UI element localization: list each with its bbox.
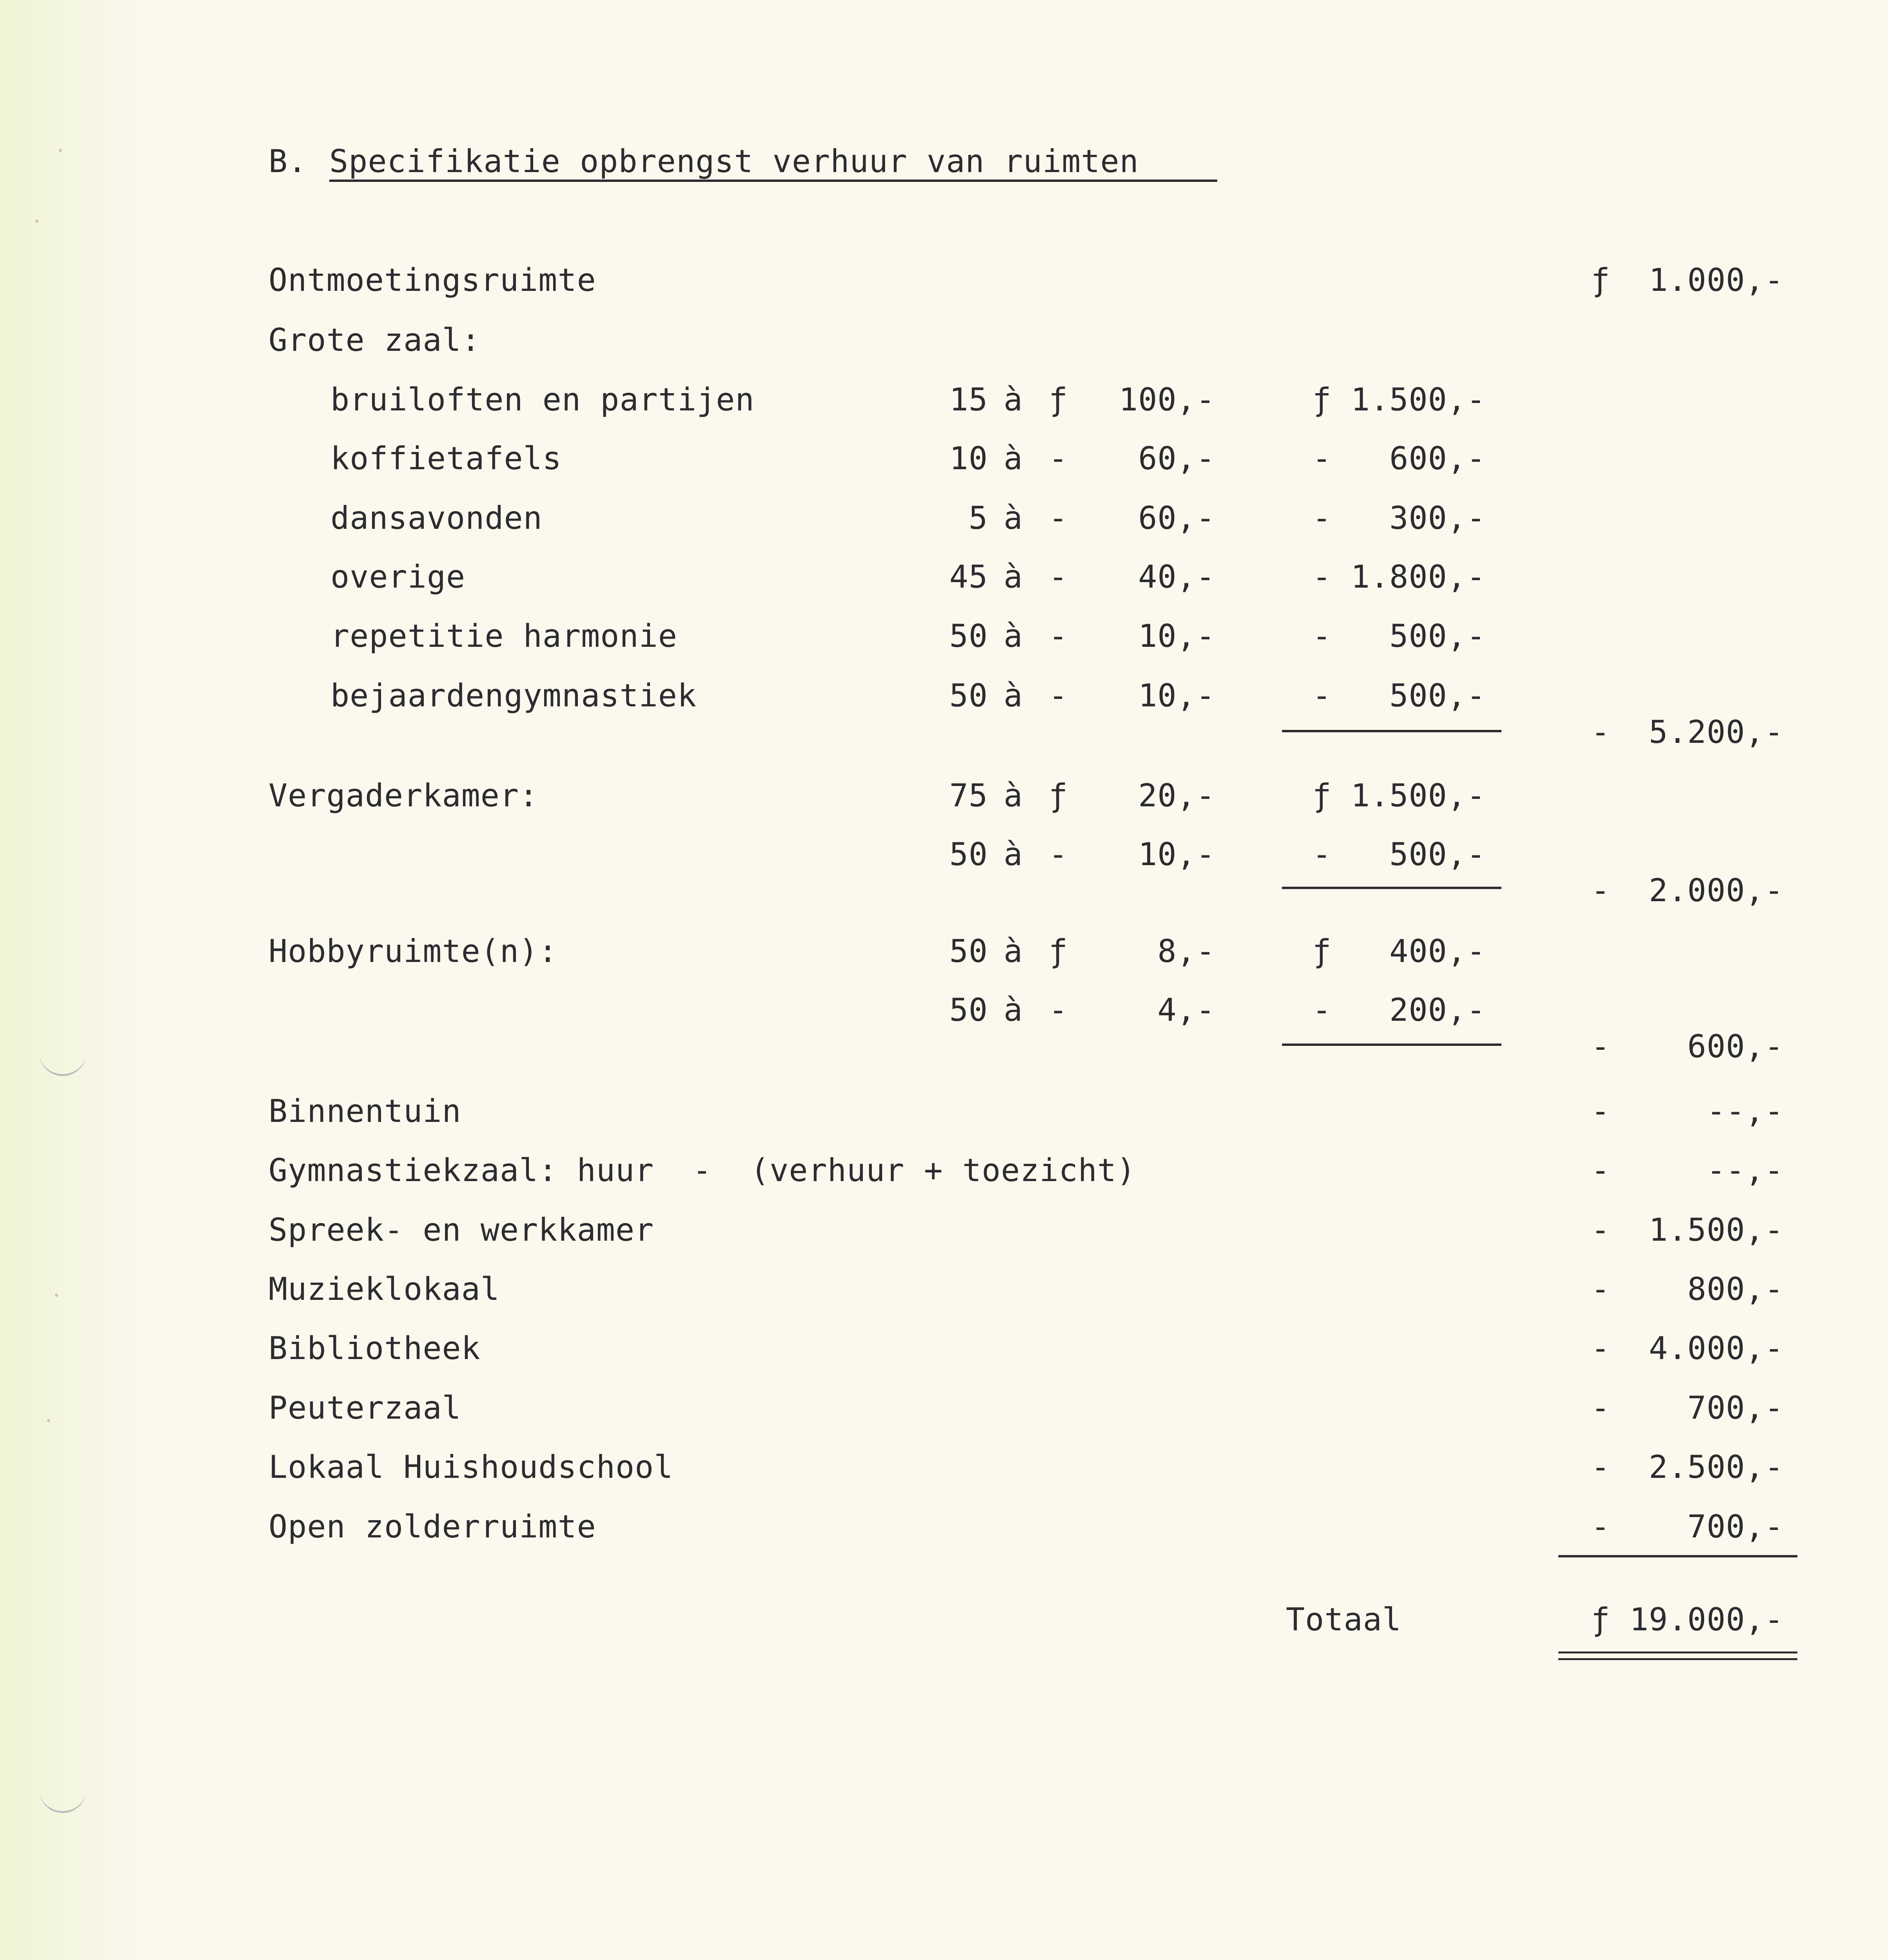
row-amount: - 500,- bbox=[1312, 677, 1486, 714]
row-price: 100,- bbox=[1119, 381, 1215, 418]
paper-speck bbox=[55, 1294, 58, 1297]
row-quantity: 50 bbox=[949, 992, 988, 1028]
row-price: 40,- bbox=[1138, 559, 1215, 595]
row-amount: ƒ 400,- bbox=[1312, 933, 1486, 969]
item-label: Hobbyruimte(n): bbox=[269, 933, 558, 969]
item-label: Gymnastiekzaal: huur - (verhuur + toezicht) bbox=[269, 1152, 1136, 1189]
item-total: - 5.200,- bbox=[1591, 714, 1784, 750]
row-quantity: 15 bbox=[949, 381, 988, 418]
row-a: à bbox=[1004, 559, 1023, 595]
row-amount: ƒ 1.500,- bbox=[1312, 777, 1486, 814]
paper-speck bbox=[35, 220, 38, 223]
row-a: à bbox=[1004, 618, 1023, 654]
row-price: 60,- bbox=[1138, 440, 1215, 477]
row-label: repetitie harmonie bbox=[330, 618, 677, 654]
row-quantity: 75 bbox=[949, 777, 988, 814]
row-currency: - bbox=[1049, 440, 1068, 477]
item-label: Vergaderkamer: bbox=[269, 777, 539, 814]
row-quantity: 50 bbox=[949, 836, 988, 873]
item-total: - 2.500,- bbox=[1591, 1449, 1784, 1485]
item-label: Spreek- en werkkamer bbox=[269, 1212, 654, 1248]
section-number: B. bbox=[269, 143, 307, 180]
row-a: à bbox=[1004, 992, 1023, 1028]
row-amount: - 500,- bbox=[1312, 836, 1486, 873]
row-amount: - 200,- bbox=[1312, 992, 1486, 1028]
row-currency: - bbox=[1049, 992, 1068, 1028]
row-label: overige bbox=[330, 559, 466, 595]
item-total: - --,- bbox=[1591, 1152, 1784, 1189]
row-price: 10,- bbox=[1138, 677, 1215, 714]
page-margin-tint bbox=[0, 0, 149, 1960]
title-underline bbox=[329, 180, 1217, 182]
row-amount: ƒ 1.500,- bbox=[1312, 381, 1486, 418]
item-label: Grote zaal: bbox=[269, 322, 481, 358]
row-amount: - 300,- bbox=[1312, 500, 1486, 536]
subtotal-rule bbox=[1282, 887, 1501, 889]
row-amount: - 500,- bbox=[1312, 618, 1486, 654]
row-currency: - bbox=[1049, 500, 1068, 536]
item-label: Lokaal Huishoudschool bbox=[269, 1449, 674, 1485]
row-quantity: 45 bbox=[949, 559, 988, 595]
item-label: Peuterzaal bbox=[269, 1390, 461, 1426]
row-label: bejaardengymnastiek bbox=[330, 677, 697, 714]
row-currency: ƒ bbox=[1049, 933, 1068, 969]
section-title: Specifikatie opbrengst verhuur van ruimten bbox=[329, 143, 1139, 180]
item-total: - 700,- bbox=[1591, 1390, 1784, 1426]
row-a: à bbox=[1004, 836, 1023, 873]
row-currency: - bbox=[1049, 618, 1068, 654]
item-total: - 1.500,- bbox=[1591, 1212, 1784, 1248]
item-total: - --,- bbox=[1591, 1093, 1784, 1129]
row-price: 10,- bbox=[1138, 836, 1215, 873]
item-label: Open zolderruimte bbox=[269, 1508, 596, 1545]
row-quantity: 50 bbox=[949, 618, 988, 654]
row-a: à bbox=[1004, 500, 1023, 536]
row-currency: ƒ bbox=[1049, 777, 1068, 814]
row-quantity: 50 bbox=[949, 677, 988, 714]
paper-speck bbox=[59, 149, 62, 152]
row-quantity: 10 bbox=[949, 440, 988, 477]
row-price: 60,- bbox=[1138, 500, 1215, 536]
paper-speck bbox=[47, 1419, 50, 1422]
item-total: - 4.000,- bbox=[1591, 1330, 1784, 1367]
row-a: à bbox=[1004, 677, 1023, 714]
row-amount: - 600,- bbox=[1312, 440, 1486, 477]
item-label: Muzieklokaal bbox=[269, 1271, 500, 1307]
row-a: à bbox=[1004, 381, 1023, 418]
row-label: dansavonden bbox=[330, 500, 543, 536]
item-label: Ontmoetingsruimte bbox=[269, 262, 596, 298]
item-label: Binnentuin bbox=[269, 1093, 461, 1129]
item-total: - 2.000,- bbox=[1591, 872, 1784, 909]
subtotal-rule bbox=[1282, 730, 1501, 732]
row-a: à bbox=[1004, 440, 1023, 477]
row-label: bruiloften en partijen bbox=[330, 381, 755, 418]
row-price: 4,- bbox=[1157, 992, 1215, 1028]
row-price: 20,- bbox=[1138, 777, 1215, 814]
row-currency: ƒ bbox=[1049, 381, 1068, 418]
row-label: koffietafels bbox=[330, 440, 562, 477]
item-total: - 800,- bbox=[1591, 1271, 1784, 1307]
totaal-value: ƒ 19.000,- bbox=[1591, 1601, 1784, 1638]
grand-total-rule bbox=[1558, 1555, 1797, 1557]
row-amount: - 1.800,- bbox=[1312, 559, 1486, 595]
row-a: à bbox=[1004, 777, 1023, 814]
row-price: 10,- bbox=[1138, 618, 1215, 654]
item-total: - 700,- bbox=[1591, 1508, 1784, 1545]
row-currency: - bbox=[1049, 677, 1068, 714]
row-price: 8,- bbox=[1157, 933, 1215, 969]
item-total: ƒ 1.000,- bbox=[1591, 262, 1784, 298]
row-a: à bbox=[1004, 933, 1023, 969]
row-quantity: 5 bbox=[968, 500, 988, 536]
row-quantity: 50 bbox=[949, 933, 988, 969]
item-total: - 600,- bbox=[1591, 1028, 1784, 1065]
subtotal-rule bbox=[1282, 1044, 1501, 1046]
row-currency: - bbox=[1049, 559, 1068, 595]
item-label: Bibliotheek bbox=[269, 1330, 481, 1367]
totaal-double-underline bbox=[1558, 1651, 1797, 1660]
row-currency: - bbox=[1049, 836, 1068, 873]
totaal-label: Totaal bbox=[1286, 1601, 1401, 1638]
